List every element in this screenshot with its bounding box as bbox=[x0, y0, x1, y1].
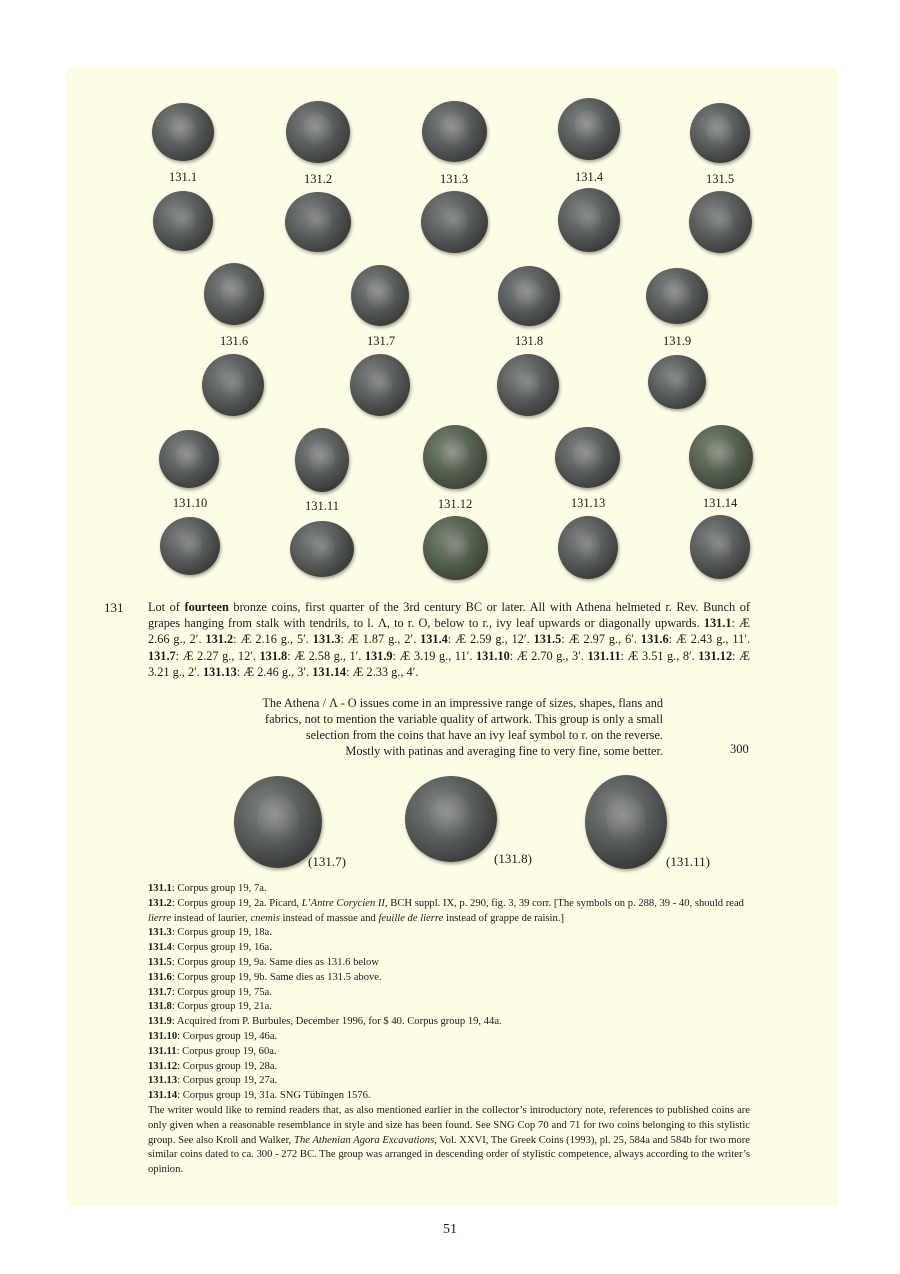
reference-id: 131.8 bbox=[148, 1001, 172, 1013]
coin-label-131-11: 131.11 bbox=[305, 499, 339, 513]
reference-item bbox=[148, 1015, 750, 1030]
coin-131-14-obverse bbox=[689, 425, 753, 489]
spec-text: : Æ 2.33 g., 4′. bbox=[346, 664, 419, 679]
reference-item bbox=[148, 897, 750, 927]
spec-text: : Æ 2.27 g., 12′. bbox=[175, 648, 260, 663]
reference-text: instead of massue and bbox=[279, 912, 379, 924]
spec-text: : Æ 2.58 g., 1′. bbox=[287, 648, 365, 663]
spec-id: 131.5 bbox=[533, 632, 562, 647]
coin-label-131-8: 131.8 bbox=[514, 334, 544, 348]
reference-italic: cnemis bbox=[250, 912, 280, 924]
lot-number: 131 bbox=[104, 600, 124, 615]
reference-item bbox=[148, 971, 750, 986]
coin-131-2-reverse bbox=[285, 192, 351, 252]
lot-note-line-1: The Athena / Λ - O issues come in an impressive range of sizes, shapes, flans and bbox=[262, 696, 663, 710]
closing-paragraph bbox=[148, 1104, 750, 1178]
reference-text: : Corpus group 19, 9b. Same dies as 131.5 above. bbox=[171, 971, 382, 983]
spec-id: 131.14 bbox=[312, 664, 347, 679]
reference-item bbox=[148, 941, 750, 956]
enlargement-131-7-label: (131.7) bbox=[308, 854, 346, 869]
spec-text: : Æ 2.46 g., 3′. bbox=[236, 664, 313, 679]
spec-id: 131.3 bbox=[312, 632, 341, 647]
reference-italic: feuille de lierre bbox=[378, 912, 444, 924]
reference-item bbox=[148, 956, 750, 971]
lot-note-line-4: Mostly with patinas and averaging fine to very fine, some better. bbox=[345, 744, 663, 758]
reference-id: 131.1 bbox=[148, 883, 172, 894]
coin-label-131-13: 131.13 bbox=[570, 496, 606, 510]
reference-text: : Corpus group 19, 75a. bbox=[171, 986, 272, 998]
coin-131-5-reverse bbox=[689, 191, 752, 253]
coin-131-5-obverse bbox=[690, 103, 750, 163]
coin-131-6-reverse bbox=[202, 354, 264, 416]
reference-item bbox=[148, 1060, 750, 1075]
coin-label-131-5: 131.5 bbox=[705, 172, 735, 186]
spec-text: : Æ 2.70 g., 3′. bbox=[509, 648, 588, 663]
reference-id: 131.14 bbox=[148, 1090, 178, 1102]
coin-label-131-3: 131.3 bbox=[439, 172, 469, 186]
coin-131-6-obverse bbox=[204, 263, 264, 325]
reference-item bbox=[148, 1074, 750, 1089]
lot-note-line-2: fabrics, not to mention the variable quality of artwork. This group is only a small bbox=[265, 712, 663, 726]
reference-text: : Acquired from P. Burbules, December 1996, for $ 40. Corpus group 19, 44a. bbox=[171, 1016, 502, 1028]
spec-id: 131.12 bbox=[698, 648, 733, 663]
coin-label-131-14: 131.14 bbox=[702, 496, 738, 510]
coin-label-131-10: 131.10 bbox=[172, 496, 208, 510]
enlargement-131-8-coin bbox=[405, 776, 497, 862]
reference-item bbox=[148, 882, 750, 897]
coin-131-11-obverse bbox=[295, 428, 349, 492]
coin-131-10-reverse bbox=[160, 517, 220, 575]
coin-131-1-reverse bbox=[153, 191, 213, 251]
spec-text: : Æ 3.19 g., 11′. bbox=[392, 648, 476, 663]
reference-item bbox=[148, 986, 750, 1001]
reference-text: : Corpus group 19, 27a. bbox=[177, 1075, 278, 1087]
reference-id: 131.13 bbox=[148, 1075, 178, 1087]
reference-text: : Corpus group 19, 16a. bbox=[171, 942, 272, 954]
reference-text: , BCH suppl. IX, p. 290, fig. 3, 39 corr. [The symbols on p. 288, 39 - 40, should read bbox=[384, 897, 744, 909]
enlargement-131-11-label: (131.11) bbox=[666, 854, 710, 869]
coin-131-8-reverse bbox=[497, 354, 559, 416]
reference-text: : Corpus group 19, 18a. bbox=[171, 927, 272, 939]
coin-label-131-7: 131.7 bbox=[366, 334, 396, 348]
coin-label-131-6: 131.6 bbox=[219, 334, 249, 348]
reference-text: : Corpus group 19, 46a. bbox=[177, 1030, 278, 1042]
spec-id: 131.9 bbox=[364, 648, 393, 663]
reference-item bbox=[148, 926, 750, 941]
reference-id: 131.3 bbox=[148, 927, 172, 939]
closing-pre: The writer would like to remind readers that, as also mentioned earlier in the collector’s introductory note, references to published coins are only given when a reasonable resemblance in style and size has been found. See SNG Cop 70 and 71 for two coins belonging to this stylistic group. See also Kroll and Walker, bbox=[148, 1105, 750, 1146]
spec-text: : Æ 2.66 g., 2′. bbox=[148, 616, 750, 647]
spec-text: : Æ 3.21 g., 2′. bbox=[148, 648, 750, 679]
coin-label-131-2: 131.2 bbox=[303, 172, 333, 186]
reference-text: : Corpus group 19, 31a. SNG Tübingen 1576. bbox=[177, 1090, 371, 1102]
reference-id: 131.6 bbox=[148, 971, 172, 983]
reference-italic: L’Antre Corycien II bbox=[301, 897, 385, 909]
reference-id: 131.12 bbox=[148, 1060, 178, 1072]
reference-id: 131.7 bbox=[148, 986, 172, 998]
coin-label-131-1: 131.1 bbox=[168, 170, 198, 184]
coin-131-11-reverse bbox=[290, 521, 354, 577]
coin-131-13-reverse bbox=[558, 516, 618, 579]
spec-id: 131.10 bbox=[475, 648, 510, 663]
spec-id: 131.4 bbox=[420, 632, 448, 647]
enlargement-131-8-label: (131.8) bbox=[494, 851, 532, 866]
coin-131-14-reverse bbox=[690, 515, 750, 579]
coin-131-12-obverse bbox=[423, 425, 487, 489]
reference-text: : Corpus group 19, 28a. bbox=[177, 1060, 278, 1072]
coin-131-3-obverse bbox=[422, 101, 487, 162]
reference-id: 131.4 bbox=[148, 942, 172, 954]
reference-id: 131.5 bbox=[148, 956, 172, 968]
reference-text: : Corpus group 19, 2a. Picard, bbox=[171, 897, 302, 909]
spec-id: 131.1 bbox=[703, 616, 732, 631]
spec-text: : Æ 3.51 g., 8′. bbox=[620, 648, 699, 663]
reference-italic: lierre bbox=[148, 912, 172, 924]
reference-text: : Corpus group 19, 21a. bbox=[171, 1001, 272, 1013]
reference-item bbox=[148, 1045, 750, 1060]
coin-131-10-obverse bbox=[159, 430, 219, 488]
coin-label-131-4: 131.4 bbox=[574, 170, 604, 184]
coin-131-7-reverse bbox=[350, 354, 410, 416]
coin-131-4-reverse bbox=[558, 188, 620, 252]
lot-intro-count: fourteen bbox=[184, 600, 229, 614]
spec-id: 131.2 bbox=[205, 632, 234, 647]
coin-131-2-obverse bbox=[286, 101, 350, 163]
enlargement-131-11-coin bbox=[585, 775, 667, 869]
reference-text: : Corpus group 19, 9a. Same dies as 131.6 below bbox=[171, 956, 379, 968]
spec-text: : Æ 2.97 g., 6′. bbox=[561, 632, 641, 647]
reference-id: 131.2 bbox=[148, 897, 172, 909]
coin-131-12-reverse bbox=[423, 516, 488, 580]
reference-item bbox=[148, 1000, 750, 1015]
spec-text: : Æ 1.87 g., 2′. bbox=[340, 632, 421, 647]
coin-131-8-obverse bbox=[498, 266, 560, 326]
reference-text: : Corpus group 19, 60a. bbox=[176, 1045, 277, 1057]
spec-text: : Æ 2.43 g., 11′. bbox=[668, 632, 751, 647]
coin-131-9-obverse bbox=[646, 268, 708, 324]
lot-price: 300 bbox=[730, 742, 749, 756]
reference-id: 131.11 bbox=[148, 1045, 177, 1057]
reference-id: 131.9 bbox=[148, 1016, 172, 1028]
reference-text: instead of grappe de raisin.] bbox=[443, 912, 564, 924]
reference-id: 131.10 bbox=[148, 1030, 178, 1042]
spec-id: 131.11 bbox=[587, 648, 621, 663]
lot-intro-pre: Lot of bbox=[148, 600, 185, 614]
spec-text: : Æ 2.59 g., 12′. bbox=[447, 632, 534, 647]
spec-id: 131.7 bbox=[148, 648, 176, 663]
lot-note-line-3: selection from the coins that have an ivy leaf symbol to r. on the reverse. bbox=[305, 728, 663, 742]
coin-131-9-reverse bbox=[648, 355, 706, 409]
page-number: 51 bbox=[443, 1222, 457, 1237]
reference-text: : Corpus group 19, 7a. bbox=[171, 883, 267, 894]
closing-italic-title: The Athenian Agora Excavations bbox=[294, 1134, 435, 1146]
coin-131-7-obverse bbox=[351, 265, 409, 326]
references-list bbox=[148, 882, 750, 1104]
closing-post: , Vol. XXVI, The Greek Coins (1993), pl. 25, 584a and 584b for two more similar coins dated to ca. 300 - 272 BC. The group was arranged in descending order of stylistic competence, always according to the writer’s opinion. bbox=[148, 1134, 750, 1176]
reference-item bbox=[148, 1089, 750, 1104]
spec-id: 131.6 bbox=[640, 632, 669, 647]
reference-item bbox=[148, 1030, 750, 1045]
spec-id: 131.13 bbox=[202, 664, 237, 679]
spec-id: 131.8 bbox=[259, 648, 288, 663]
lot-intro-post: bronze coins, first quarter of the 3rd century BC or later. All with Athena helmeted r. Rev. Bunch of grapes hanging from stalk with tendrils, to l. Λ, to r. O, below to r., ivy leaf upwards or diagonally upwards. bbox=[148, 600, 750, 631]
reference-text: instead of laurier, bbox=[171, 912, 251, 924]
spec-text: : Æ 2.16 g., 5′. bbox=[233, 632, 313, 647]
coin-131-1-obverse bbox=[152, 103, 214, 161]
coin-131-4-obverse bbox=[558, 98, 620, 160]
coin-label-131-9: 131.9 bbox=[662, 334, 692, 348]
coin-131-13-obverse bbox=[555, 427, 620, 488]
coin-131-3-reverse bbox=[421, 191, 488, 253]
coin-label-131-12: 131.12 bbox=[437, 497, 473, 511]
lot-description bbox=[148, 599, 750, 680]
